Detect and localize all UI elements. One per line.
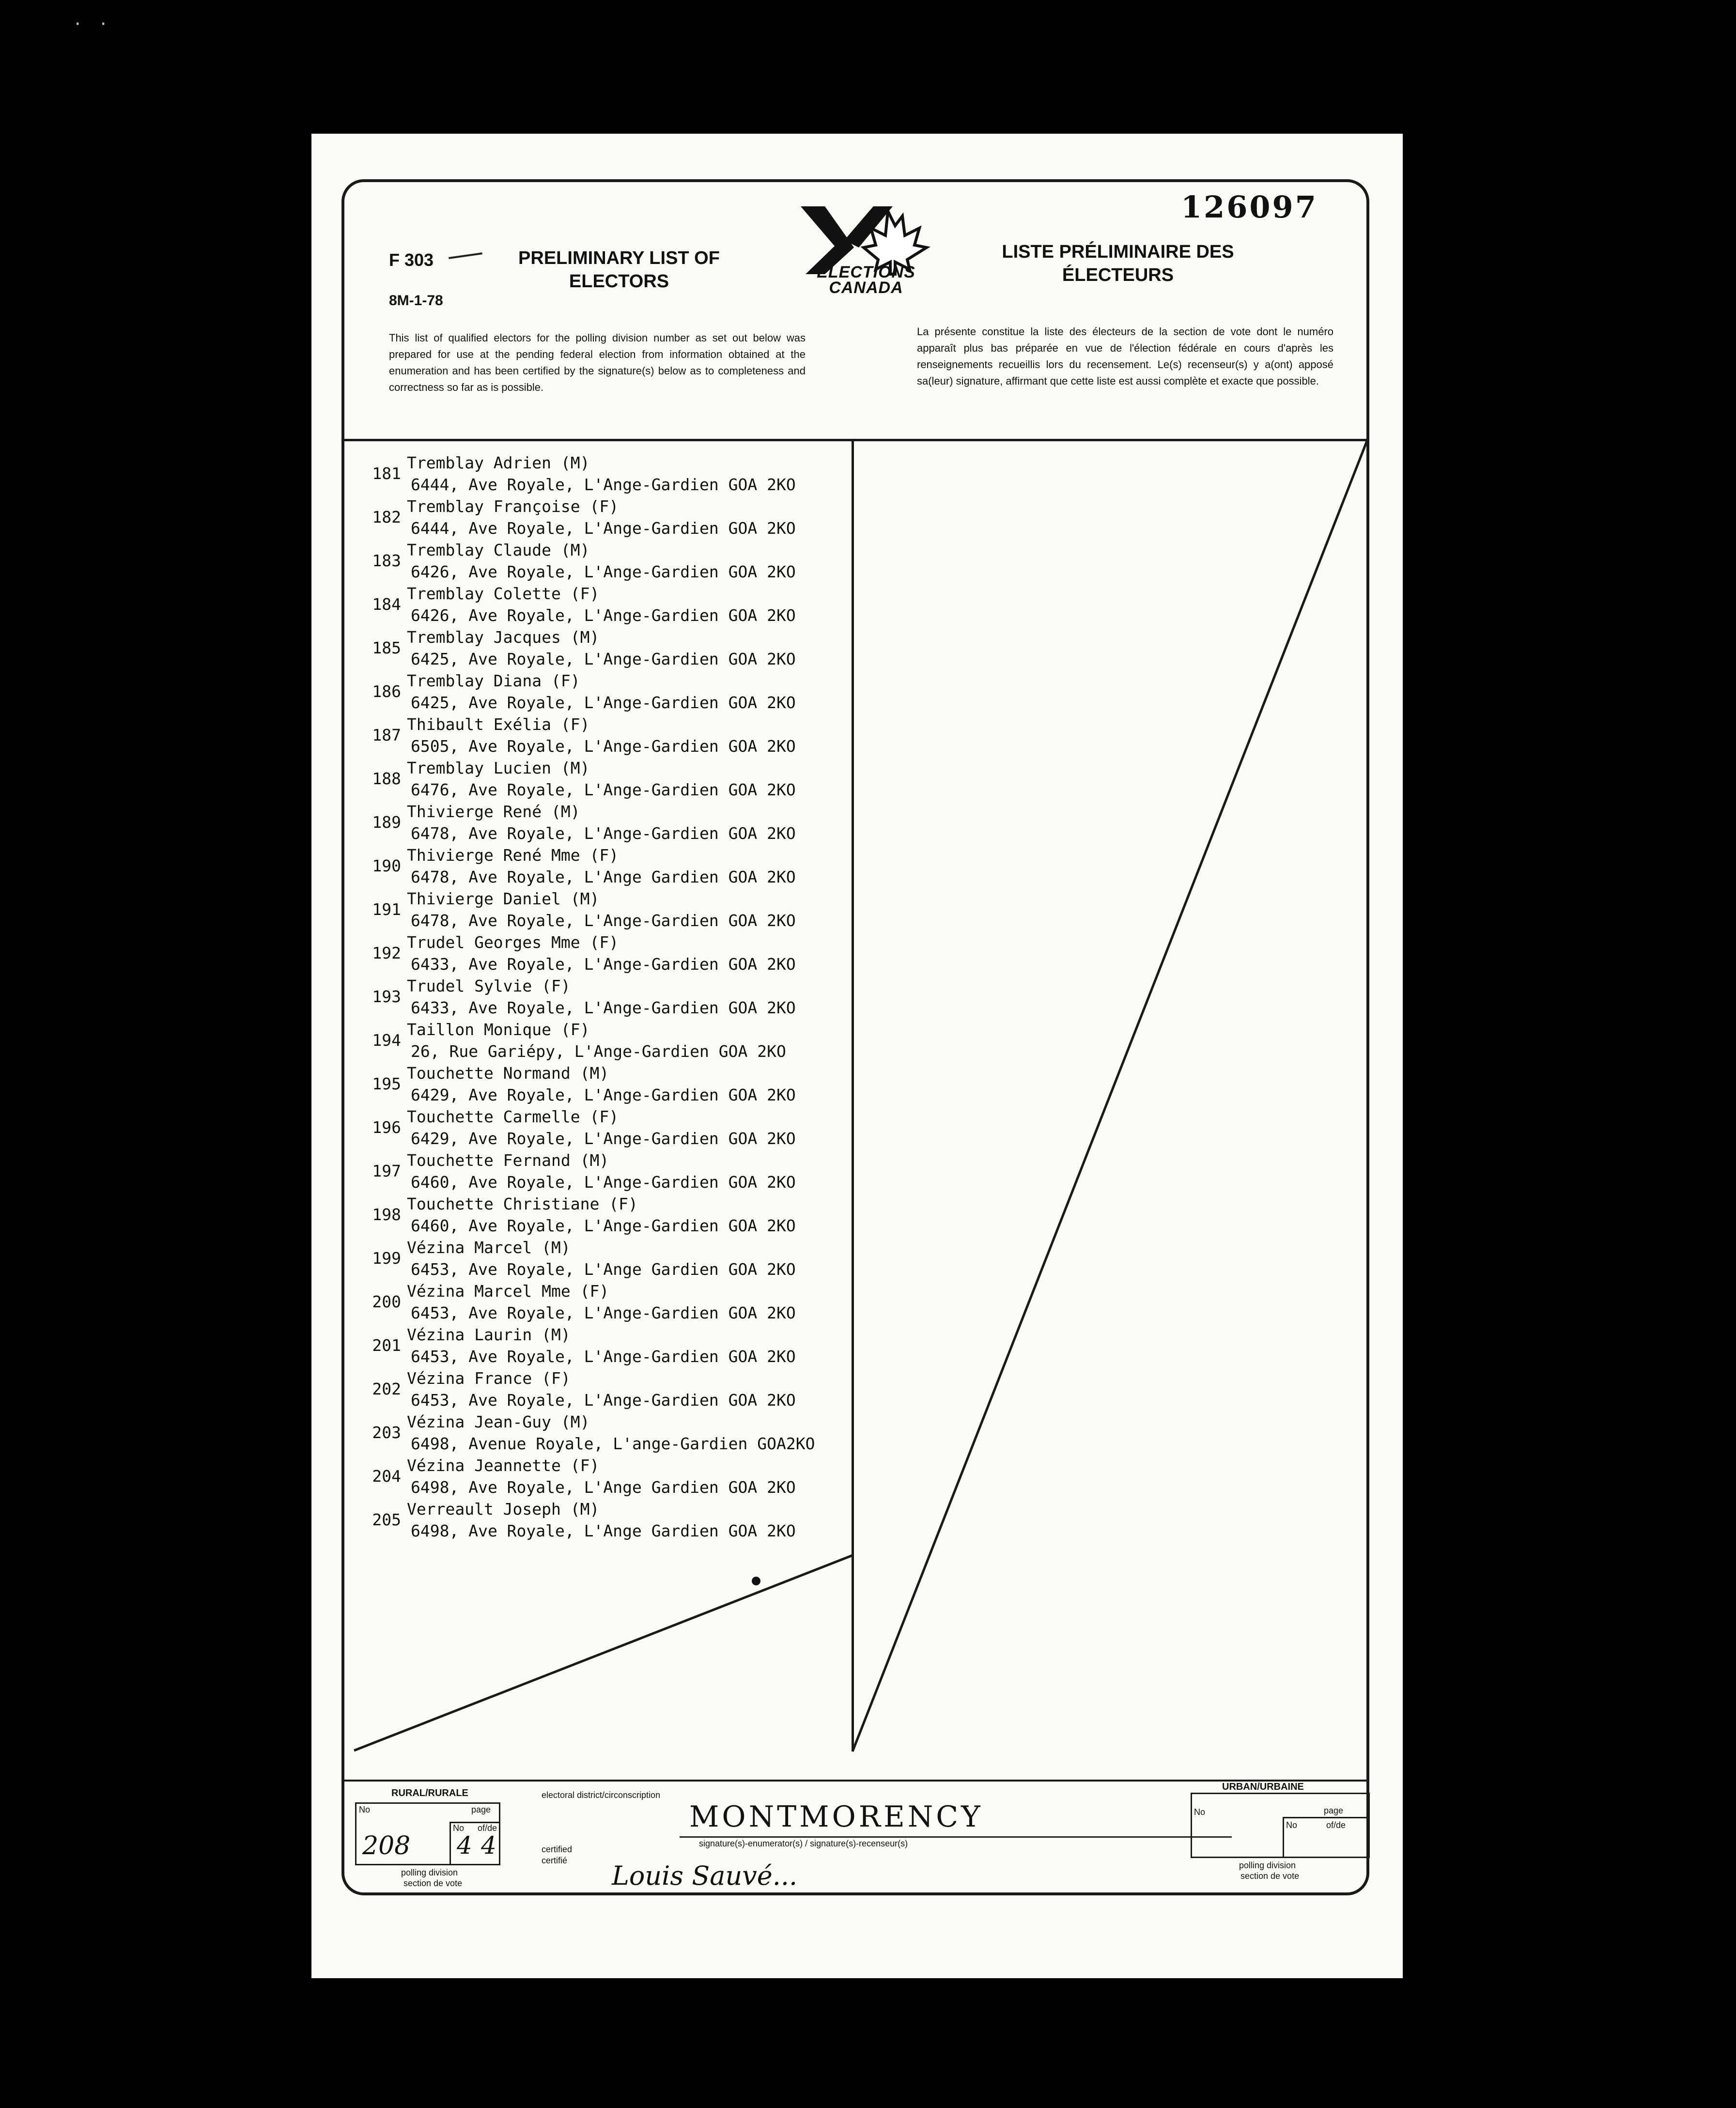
elector-name: Vézina France (F): [407, 1369, 571, 1388]
elector-address: 6425, Ave Royale, L'Ange-Gardien GOA 2KO: [411, 650, 796, 668]
elector-number: 204: [372, 1467, 401, 1486]
elector-address: 6498, Ave Royale, L'Ange Gardien GOA 2KO: [411, 1521, 796, 1540]
elector-address: 6433, Ave Royale, L'Ange-Gardien GOA 2KO: [411, 998, 796, 1017]
form-code: 8M-1-78: [389, 293, 443, 309]
elector-entry: [362, 759, 856, 802]
elector-address: 6453, Ave Royale, L'Ange-Gardien GOA 2KO: [411, 1347, 796, 1366]
elector-entry: [362, 1500, 856, 1543]
elector-address: 6426, Ave Royale, L'Ange-Gardien GOA 2KO: [411, 606, 796, 625]
elector-name: Vézina Laurin (M): [407, 1325, 571, 1344]
elector-entry: [362, 1282, 856, 1325]
urban-page-no-label: No: [1286, 1820, 1298, 1830]
elector-entry: [362, 1369, 856, 1412]
urban-of-label: of/de: [1326, 1820, 1346, 1830]
elector-address: 6453, Ave Royale, L'Ange-Gardien GOA 2KO: [411, 1391, 796, 1410]
elector-name: Touchette Christiane (F): [407, 1194, 638, 1213]
rural-no-label: No: [359, 1805, 371, 1814]
elector-address: 6498, Ave Royale, L'Ange Gardien GOA 2KO: [411, 1478, 796, 1497]
elector-entry: [362, 933, 856, 976]
elector-number: 183: [372, 551, 401, 570]
elector-entry: [362, 1238, 856, 1282]
elector-number: 191: [372, 900, 401, 919]
elector-address: 6444, Ave Royale, L'Ange-Gardien GOA 2KO: [411, 519, 796, 538]
footer-divider: [341, 1780, 1369, 1782]
elector-entry: [362, 628, 856, 671]
signature-label: signature(s)-enumerator(s) / signature(s)-recenseur(s): [699, 1839, 908, 1848]
rural-label: RURAL/RURALE: [391, 1788, 468, 1798]
elector-address: 6478, Ave Royale, L'Ange-Gardien GOA 2KO: [411, 824, 796, 843]
elector-entry: [362, 497, 856, 541]
elector-number: 198: [372, 1205, 401, 1224]
page-number: 4: [457, 1831, 472, 1860]
polling-division-number: 208: [362, 1831, 411, 1860]
elector-address: 6478, Ave Royale, L'Ange Gardien GOA 2KO: [411, 868, 796, 886]
elector-name: Touchette Normand (M): [407, 1064, 609, 1083]
elector-name: Tremblay Colette (F): [407, 584, 600, 603]
elector-name: Tremblay Jacques (M): [407, 628, 600, 647]
elector-address: 6453, Ave Royale, L'Ange Gardien GOA 2KO: [411, 1260, 796, 1279]
elector-entry: [362, 1456, 856, 1500]
elector-number: 205: [372, 1510, 401, 1529]
elector-number: 196: [372, 1118, 401, 1137]
elector-list: [362, 453, 856, 1543]
film-frame-mark: · ·: [73, 15, 111, 34]
elector-address: 6498, Avenue Royale, L'ange-Gardien GOA2KO: [411, 1434, 815, 1453]
rural-of-label: of/de: [478, 1823, 497, 1833]
elector-entry: [362, 889, 856, 933]
elector-name: Verreault Joseph (M): [407, 1500, 600, 1519]
elector-entry: [362, 1194, 856, 1238]
elector-number: 203: [372, 1423, 401, 1442]
elector-number: 182: [372, 508, 401, 527]
elector-name: Tremblay Françoise (F): [407, 497, 619, 516]
elector-entry: [362, 584, 856, 628]
rural-page-label: page: [471, 1805, 491, 1814]
elector-name: Tremblay Claude (M): [407, 541, 590, 559]
elector-address: 6433, Ave Royale, L'Ange-Gardien GOA 2KO: [411, 955, 796, 974]
elector-name: Touchette Carmelle (F): [407, 1107, 619, 1126]
elector-address: 26, Rue Gariépy, L'Ange-Gardien GOA 2KO: [411, 1042, 786, 1061]
electoral-district: MONTMORENCY: [689, 1800, 983, 1834]
elector-name: Trudel Georges Mme (F): [407, 933, 619, 952]
elector-name: Touchette Fernand (M): [407, 1151, 609, 1170]
elector-entry: [362, 541, 856, 584]
elector-number: 201: [372, 1336, 401, 1355]
document-sheet: [311, 134, 1403, 1978]
urban-label: URBAN/URBAINE: [1222, 1782, 1304, 1792]
elector-name: Thivierge René Mme (F): [407, 846, 619, 865]
elector-entry: [362, 976, 856, 1020]
urban-page-label: page: [1324, 1806, 1344, 1815]
elector-number: 197: [372, 1162, 401, 1180]
district-underline: [680, 1836, 1232, 1838]
elector-name: Thivierge Daniel (M): [407, 889, 600, 908]
elector-entry: [362, 1412, 856, 1456]
elector-name: Tremblay Adrien (M): [407, 453, 590, 472]
elector-number: 190: [372, 856, 401, 875]
elector-entry: [362, 1064, 856, 1107]
logo-text: ELECTIONS CANADA: [817, 263, 915, 297]
header-divider: [341, 439, 1369, 441]
serial-number: 126097: [1181, 189, 1318, 225]
elector-entry: [362, 453, 856, 497]
elector-name: Vézina Jean-Guy (M): [407, 1412, 590, 1431]
elector-entry: [362, 1107, 856, 1151]
elector-name: Tremblay Diana (F): [407, 671, 580, 690]
elector-entry: [362, 846, 856, 889]
form-number: F 303: [389, 250, 434, 270]
elector-address: 6429, Ave Royale, L'Ange-Gardien GOA 2KO: [411, 1129, 796, 1148]
elector-number: 185: [372, 638, 401, 657]
elector-address: 6453, Ave Royale, L'Ange-Gardien GOA 2KO: [411, 1303, 796, 1322]
elector-address: 6478, Ave Royale, L'Ange-Gardien GOA 2KO: [411, 911, 796, 930]
elector-number: 195: [372, 1074, 401, 1093]
elector-number: 192: [372, 944, 401, 962]
elector-number: 202: [372, 1380, 401, 1398]
elector-number: 184: [372, 595, 401, 614]
elector-address: 6505, Ave Royale, L'Ange-Gardien GOA 2KO: [411, 737, 796, 756]
elector-number: 189: [372, 813, 401, 832]
urban-polling-label-fr: section de vote: [1240, 1871, 1300, 1881]
elector-name: Trudel Sylvie (F): [407, 976, 571, 995]
elector-name: Taillon Monique (F): [407, 1020, 590, 1039]
elector-address: 6425, Ave Royale, L'Ange-Gardien GOA 2KO: [411, 693, 796, 712]
elector-number: 199: [372, 1249, 401, 1268]
elector-number: 200: [372, 1292, 401, 1311]
certification-text-french: La présente constitue la liste des électeurs de la section de vote dont le numéro apparaît plus bas préparée en vue de l'élection fédérale en cours d'après les renseignements recueillis lors du recensement. Le(s) recenseur(s) y a(ont) apposé sa(leur) signature, affirmant que cette liste est aussi complète et exacte que possible.: [917, 326, 1333, 387]
elector-entry: [362, 1020, 856, 1064]
title-english: PRELIMINARY LIST OF ELECTORS: [518, 248, 720, 292]
elector-address: 6429, Ave Royale, L'Ange-Gardien GOA 2KO: [411, 1085, 796, 1104]
elector-entry: [362, 1151, 856, 1194]
elector-number: 188: [372, 769, 401, 788]
elector-name: Vézina Marcel (M): [407, 1238, 571, 1257]
elector-address: 6426, Ave Royale, L'Ange-Gardien GOA 2KO: [411, 562, 796, 581]
enumerator-signature: Louis Sauvé...: [612, 1860, 798, 1891]
rural-polling-label-en: polling division: [401, 1868, 458, 1877]
elector-name: Thivierge René (M): [407, 802, 580, 821]
elector-address: 6460, Ave Royale, L'Ange-Gardien GOA 2KO: [411, 1173, 796, 1192]
elector-entry: [362, 671, 856, 715]
elector-number: 187: [372, 726, 401, 744]
rural-polling-label-fr: section de vote: [403, 1878, 463, 1888]
elector-number: 194: [372, 1031, 401, 1050]
elector-address: 6460, Ave Royale, L'Ange-Gardien GOA 2KO: [411, 1216, 796, 1235]
urban-no-label: No: [1194, 1807, 1206, 1817]
urban-polling-label-en: polling division: [1239, 1860, 1296, 1870]
elector-entry: [362, 802, 856, 846]
elector-name: Thibault Exélia (F): [407, 715, 590, 734]
elector-number: 193: [372, 987, 401, 1006]
elector-address: 6444, Ave Royale, L'Ange-Gardien GOA 2KO: [411, 475, 796, 494]
elector-entry: [362, 1325, 856, 1369]
elector-name: Vézina Jeannette (F): [407, 1456, 600, 1475]
district-label: electoral district/circonscription: [542, 1790, 661, 1800]
elector-name: Tremblay Lucien (M): [407, 759, 590, 777]
certification-text-english: This list of qualified electors for the polling division number as set out below was prepared for use at the pending federal election from information obtained at the enumeration and has been certified by the signature(s) below as to completeness and correctness so far as is possible.: [389, 332, 806, 393]
elector-name: Vézina Marcel Mme (F): [407, 1282, 609, 1301]
elector-number: 186: [372, 682, 401, 701]
certified-label-en: certified: [542, 1844, 573, 1854]
elector-entry: [362, 715, 856, 759]
rural-page-no-label: No: [453, 1823, 465, 1833]
elector-address: 6476, Ave Royale, L'Ange-Gardien GOA 2KO: [411, 780, 796, 799]
elector-number: 181: [372, 464, 401, 483]
title-french: LISTE PRÉLIMINAIRE DES ÉLECTEURS: [1002, 242, 1234, 285]
page-total: 4: [481, 1831, 496, 1860]
certified-label-fr: certifié: [542, 1856, 568, 1865]
